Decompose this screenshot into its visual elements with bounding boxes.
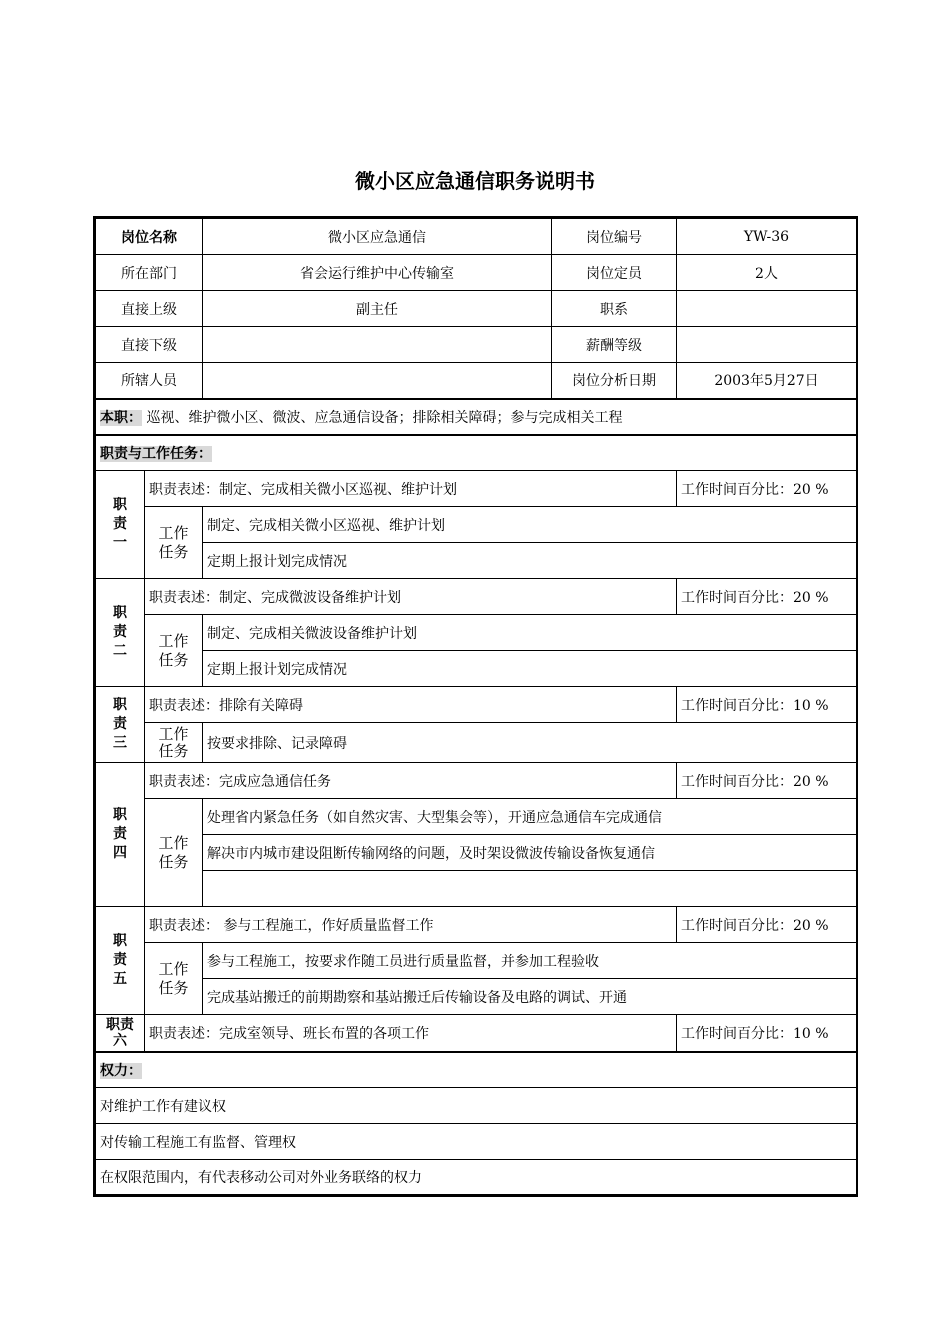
duty-4-pct: 工作时间百分比：20 % <box>677 763 857 799</box>
duty-5-task-2: 完成基站搬迁的前期勘察和基站搬迁后传输设备及电路的调试、开通 <box>203 979 857 1015</box>
duty-4-work-label: 工作 任务 <box>145 799 203 907</box>
power-row-2 <box>96 1124 857 1160</box>
powers-header-row <box>96 1052 857 1088</box>
duty-2-desc: 职责表述：制定、完成微波设备维护计划 <box>145 579 677 615</box>
date-value: 2003年5月27日 <box>677 363 857 399</box>
duty-1-desc-row <box>96 471 857 507</box>
duties-header-label: 职责与工作任务： <box>100 445 212 462</box>
duties-header-row <box>96 435 857 471</box>
duty-2-task-row-2 <box>96 651 857 687</box>
duty-2-desc-row <box>96 579 857 615</box>
duty-6-desc: 职责表述：完成室领导、班长布置的各项工作 <box>145 1015 677 1052</box>
date-label: 岗位分析日期 <box>552 363 677 399</box>
duty-1-desc: 职责表述：制定、完成相关微小区巡视、维护计划 <box>145 471 677 507</box>
power-row-3 <box>96 1160 857 1195</box>
staff-label: 所辖人员 <box>96 363 203 399</box>
superior-label: 直接上级 <box>96 291 203 327</box>
duty-3-pct: 工作时间百分比：10 % <box>677 687 857 723</box>
duty-3-task-1: 按要求排除、记录障碍 <box>203 723 857 763</box>
dept-value: 省会运行维护中心传输室 <box>203 255 552 291</box>
duty-4-task-row-3 <box>96 871 857 907</box>
duty-5-label: 职 责 五 <box>96 907 145 1015</box>
duty-6-label: 职责 六 <box>96 1015 145 1052</box>
info-row-5 <box>96 363 857 399</box>
main-duty-text: 巡视、维护微小区、微波、应急通信设备；排除相关障碍；参与完成相关工程 <box>146 409 623 426</box>
quota-value: 2人 <box>677 255 857 291</box>
duty-4-task-3 <box>203 871 857 907</box>
duty-4-task-row-2 <box>96 835 857 871</box>
power-2: 对传输工程施工有监督、管理权 <box>96 1124 857 1160</box>
duty-5-desc-row <box>96 907 857 943</box>
duty-2-task-row-1 <box>96 615 857 651</box>
duty-4-desc: 职责表述：完成应急通信任务 <box>145 763 677 799</box>
duty-5-task-row-1 <box>96 943 857 979</box>
duty-2-task-2: 定期上报计划完成情况 <box>203 651 857 687</box>
duty-1-task-1: 制定、完成相关微小区巡视、维护计划 <box>203 507 857 543</box>
duty-5-task-1: 参与工程施工，按要求作随工员进行质量监督，并参加工程验收 <box>203 943 857 979</box>
info-row-4 <box>96 327 857 363</box>
main-duty-row <box>96 399 857 435</box>
duty-1-task-2: 定期上报计划完成情况 <box>203 543 857 579</box>
duty-5-work-label: 工作 任务 <box>145 943 203 1015</box>
duty-4-task-row-1 <box>96 799 857 835</box>
duty-4-task-2: 解决市内城市建设阻断传输网络的问题，及时架设微波传输设备恢复通信 <box>203 835 857 871</box>
superior-value: 副主任 <box>203 291 552 327</box>
subordinate-value <box>203 327 552 363</box>
page-title: 微小区应急通信职务说明书 <box>355 169 595 193</box>
duty-3-desc: 职责表述：排除有关障碍 <box>145 687 677 723</box>
duty-4-task-1: 处理省内紧急任务（如自然灾害、大型集会等），开通应急通信车完成通信 <box>203 799 857 835</box>
duty-5-desc: 职责表述： 参与工程施工，作好质量监督工作 <box>145 907 677 943</box>
subordinate-label: 直接下级 <box>96 327 203 363</box>
duty-2-work-label: 工作 任务 <box>145 615 203 687</box>
duty-2-label: 职 责 二 <box>96 579 145 687</box>
job-description-table <box>93 216 858 1197</box>
info-row-3 <box>96 291 857 327</box>
series-value <box>677 291 857 327</box>
duty-5-task-row-2 <box>96 979 857 1015</box>
duty-2-task-1: 制定、完成相关微波设备维护计划 <box>203 615 857 651</box>
power-3: 在权限范围内，有代表移动公司对外业务联络的权力 <box>96 1160 857 1195</box>
duty-3-task-row-1 <box>96 723 857 763</box>
duty-3-desc-row <box>96 687 857 723</box>
staff-value <box>203 363 552 399</box>
duty-1-pct: 工作时间百分比：20 % <box>677 471 857 507</box>
duty-4-label: 职 责 四 <box>96 763 145 907</box>
salary-value <box>677 327 857 363</box>
quota-label: 岗位定员 <box>552 255 677 291</box>
duty-4-desc-row <box>96 763 857 799</box>
duty-2-pct: 工作时间百分比：20 % <box>677 579 857 615</box>
duty-1-task-row-1 <box>96 507 857 543</box>
dept-label: 所在部门 <box>96 255 203 291</box>
salary-label: 薪酬等级 <box>552 327 677 363</box>
info-row-1 <box>96 219 857 255</box>
info-row-2 <box>96 255 857 291</box>
powers-header-label: 权力： <box>100 1062 142 1079</box>
duty-1-task-row-2 <box>96 543 857 579</box>
post-no-label: 岗位编号 <box>552 219 677 255</box>
duty-3-label: 职 责 三 <box>96 687 145 763</box>
duty-1-label: 职 责 一 <box>96 471 145 579</box>
post-name-label: 岗位名称 <box>96 219 203 255</box>
main-duty-label: 本职： <box>100 409 142 426</box>
power-1: 对维护工作有建议权 <box>96 1088 857 1124</box>
duty-3-work-label: 工作 任务 <box>145 723 203 763</box>
duty-6-pct: 工作时间百分比：10 % <box>677 1015 857 1052</box>
series-label: 职系 <box>552 291 677 327</box>
duty-6-desc-row <box>96 1015 857 1052</box>
post-no-value: YW-36 <box>677 219 857 255</box>
power-row-1 <box>96 1088 857 1124</box>
duty-1-work-label: 工作 任务 <box>145 507 203 579</box>
post-name-value: 微小区应急通信 <box>203 219 552 255</box>
duty-5-pct: 工作时间百分比：20 % <box>677 907 857 943</box>
